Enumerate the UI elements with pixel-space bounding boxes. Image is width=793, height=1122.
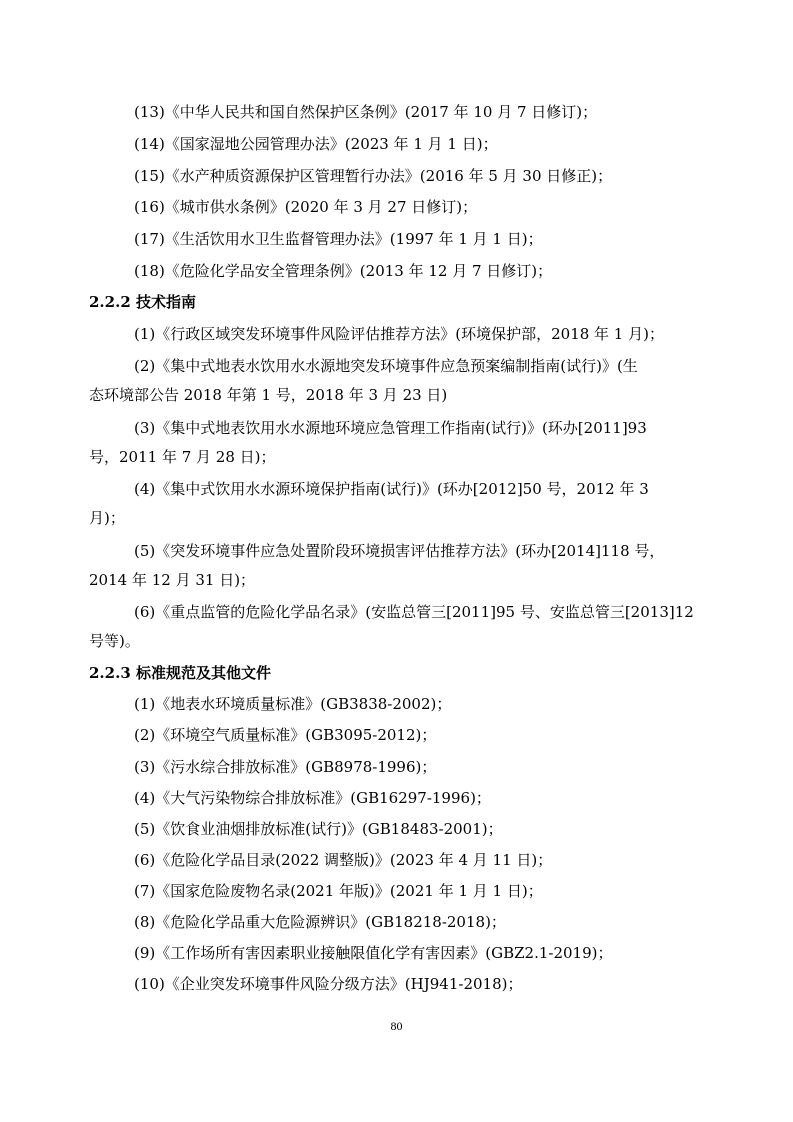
list-item: (3)《污水综合排放标准》(GB8978-1996)； xyxy=(134,758,437,776)
list-item: (9)《工作场所有害因素职业接触限值化学有害因素》(GBZ2.1-2019)； xyxy=(134,944,613,962)
list-item: (14)《国家湿地公园管理办法》(2023 年 1 月 1 日)； xyxy=(134,135,498,153)
list-item: (15)《水产种质资源保护区管理暂行办法》(2016 年 5 月 30 日修正)； xyxy=(134,167,613,185)
list-item: (18)《危险化学品安全管理条例》(2013 年 12 月 7 日修订)； xyxy=(134,262,553,280)
list-item: (4)《大气污染物综合排放标准》(GB16297-1996)； xyxy=(134,789,491,807)
list-item: (3)《集中式地表饮用水水源地环境应急管理工作指南(试行)》(环办[2011]93 xyxy=(134,419,647,437)
list-item: (2)《集中式地表水饮用水水源地突发环境事件应急预案编制指南(试行)》(生 xyxy=(134,357,638,375)
list-item-continuation: 2014 年 12 月 31 日)； xyxy=(89,571,256,589)
list-item: (10)《企业突发环境事件风险分级方法》(HJ941-2018)； xyxy=(134,975,523,993)
section-heading: 2.2.2 技术指南 xyxy=(89,293,196,311)
list-item: (16)《城市供水条例》(2020 年 3 月 27 日修订)； xyxy=(134,198,478,216)
list-item: (8)《危险化学品重大危险源辨识》(GB18218-2018)； xyxy=(134,913,506,931)
list-item: (4)《集中式饮用水水源环境保护指南(试行)》(环办[2012]50 号，2012 年 3 xyxy=(134,480,649,498)
list-item: (5)《突发环境事件应急处置阶段环境损害评估推荐方法》(环办[2014]118 号， xyxy=(134,542,665,560)
list-item: (1)《地表水环境质量标准》(GB3838-2002)； xyxy=(134,695,452,713)
list-item: (2)《环境空气质量标准》(GB3095-2012)； xyxy=(134,726,437,744)
list-item: (17)《生活饮用水卫生监督管理办法》(1997 年 1 月 1 日)； xyxy=(134,230,543,248)
list-item: (7)《国家危险废物名录(2021 年版)》(2021 年 1 月 1 日)； xyxy=(134,882,543,900)
section-heading: 2.2.3 标准规范及其他文件 xyxy=(89,664,271,682)
list-item: (6)《危险化学品目录(2022 调整版)》(2023 年 4 月 11 日)； xyxy=(134,851,553,869)
list-item-continuation: 号，2011 年 7 月 28 日)； xyxy=(89,448,276,466)
list-item: (13)《中华人民共和国自然保护区条例》(2017 年 10 月 7 日修订)； xyxy=(134,103,598,121)
list-item: (5)《饮食业油烟排放标准(试行)》(GB18483-2001)； xyxy=(134,820,503,838)
list-item-continuation: 态环境部公告 2018 年第 1 号，2018 年 3 月 23 日) xyxy=(89,386,448,404)
list-item: (1)《行政区域突发环境事件风险评估推荐方法》(环境保护部，2018 年 1 月)； xyxy=(134,325,664,343)
list-item-continuation: 月)； xyxy=(89,509,125,527)
list-item: (6)《重点监管的危险化学品名录》(安监总管三[2011]95 号、安监总管三[2013]12 xyxy=(134,603,694,621)
page-number: 80 xyxy=(390,1019,403,1033)
list-item-continuation: 号等)。 xyxy=(89,632,140,650)
